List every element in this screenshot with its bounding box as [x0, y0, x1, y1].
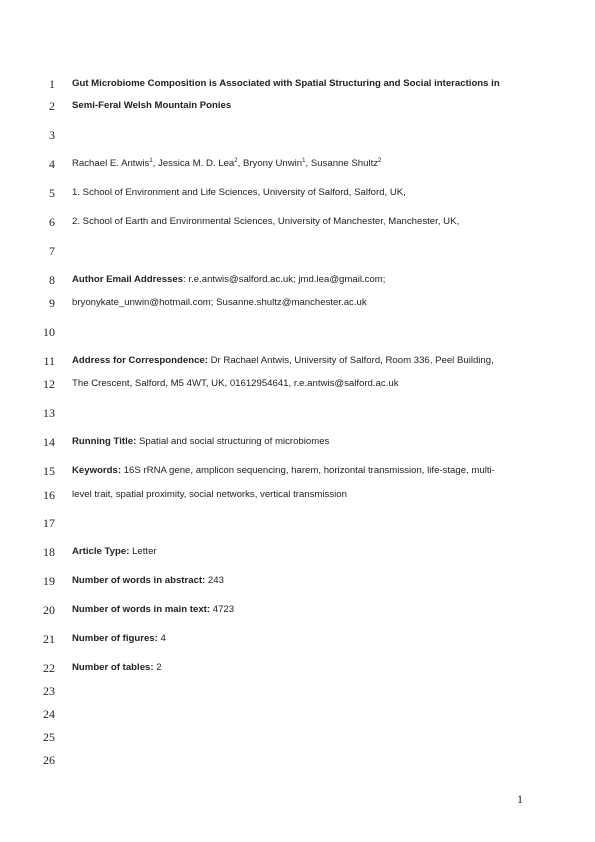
- manuscript-line: [0, 77, 595, 91]
- line-number: 8: [49, 273, 55, 287]
- manuscript-line: [0, 661, 595, 675]
- abstract-word-count: [72, 574, 224, 588]
- manuscript-line: [0, 545, 595, 559]
- affiliation-1: 1. School of Environment and Life Sciences, University of Salford, Salford, UK,: [72, 187, 406, 198]
- email-text: : r.e.antwis@salford.ac.uk; jmd.lea@gmail.com;: [183, 274, 386, 285]
- correspondence-address: [72, 354, 494, 368]
- page-number: 1: [517, 792, 523, 806]
- table-count: [72, 661, 162, 675]
- address-label: Address for Correspondence:: [72, 355, 208, 366]
- article-type-label: Article Type:: [72, 546, 130, 557]
- line-number: 11: [43, 354, 55, 368]
- abstract-words-value: 243: [205, 575, 224, 586]
- manuscript-line: [0, 296, 595, 310]
- line-number: 6: [49, 215, 55, 229]
- manuscript-line: [0, 574, 595, 588]
- author-list: [72, 157, 381, 171]
- line-number: 17: [43, 516, 55, 530]
- address-text-continued: The Crescent, Salford, M5 4WT, UK, 01612954641, r.e.antwis@salford.ac.uk: [72, 378, 399, 389]
- affiliation-2: 2. School of Earth and Environmental Sciences, University of Manchester, Manchester, UK,: [72, 216, 460, 227]
- line-number: 22: [43, 661, 55, 675]
- manuscript-line: [0, 244, 595, 258]
- keywords-text-continued: level trait, spatial proximity, social networks, vertical transmission: [72, 489, 347, 500]
- figures-label: Number of figures:: [72, 633, 158, 644]
- line-number: 21: [43, 632, 55, 646]
- author-name: Rachael E. Antwis: [72, 158, 150, 169]
- author-affiliation-mark: 2: [234, 158, 238, 164]
- line-number: 12: [43, 377, 55, 391]
- line-number: 26: [43, 753, 55, 767]
- line-number: 7: [49, 244, 55, 258]
- email-label: Author Email Addresses: [72, 274, 184, 285]
- keywords: [72, 464, 495, 478]
- manuscript-line: [0, 435, 595, 449]
- line-number: 2: [49, 99, 55, 113]
- author-separator: ,: [237, 158, 243, 169]
- manuscript-line: [0, 516, 595, 530]
- manuscript-line: [0, 753, 595, 767]
- tables-label: Number of tables:: [72, 662, 154, 673]
- paper-title-line-2: Semi-Feral Welsh Mountain Ponies: [72, 100, 232, 111]
- author-separator: ,: [152, 158, 159, 169]
- paper-title-line-1: Gut Microbiome Composition is Associated with Spatial Structuring and Social interactions in: [72, 78, 500, 89]
- line-number: 14: [43, 435, 55, 449]
- manuscript-line: [0, 464, 595, 478]
- line-number: 25: [43, 730, 55, 744]
- running-title-label: Running Title:: [72, 436, 137, 447]
- line-number: 10: [43, 325, 55, 339]
- author-affiliation-mark: 2: [378, 158, 382, 164]
- main-words-label: Number of words in main text:: [72, 604, 211, 615]
- manuscript-line: [0, 730, 595, 744]
- line-number: 23: [43, 684, 55, 698]
- article-type: [72, 545, 157, 559]
- tables-value: 2: [153, 662, 162, 673]
- line-number: 19: [43, 574, 55, 588]
- line-number: 18: [43, 545, 55, 559]
- manuscript-line: [0, 603, 595, 617]
- author-affiliation-mark: 1: [302, 158, 306, 164]
- abstract-words-label: Number of words in abstract:: [72, 575, 206, 586]
- author-separator: ,: [305, 158, 311, 169]
- address-text: Dr Rachael Antwis, University of Salford, Room 336, Peel Building,: [207, 355, 494, 366]
- manuscript-line: [0, 99, 595, 113]
- manuscript-line: [0, 684, 595, 698]
- line-number: 16: [43, 488, 55, 502]
- line-number: 5: [49, 186, 55, 200]
- line-number: 13: [43, 406, 55, 420]
- manuscript-line: [0, 632, 595, 646]
- running-title: [72, 435, 329, 449]
- line-number: 20: [43, 603, 55, 617]
- figure-count: [72, 632, 166, 646]
- email-text-continued: bryonykate_unwin@hotmail.com; Susanne.shultz@manchester.ac.uk: [72, 297, 367, 308]
- line-number: 24: [43, 707, 55, 721]
- line-number: 3: [49, 128, 55, 142]
- keywords-label: Keywords:: [72, 465, 122, 476]
- main-words-value: 4723: [210, 604, 235, 615]
- manuscript-line: [0, 354, 595, 368]
- author-name: Bryony Unwin: [242, 158, 303, 169]
- line-number: 1: [49, 77, 55, 91]
- author-emails: [72, 273, 385, 287]
- author-name: Susanne Shultz: [310, 158, 379, 169]
- manuscript-line: [0, 128, 595, 142]
- manuscript-line: [0, 377, 595, 391]
- line-number: 15: [43, 464, 55, 478]
- manuscript-line: [0, 186, 595, 200]
- author-name: Jessica M. D. Lea: [158, 158, 235, 169]
- manuscript-line: [0, 406, 595, 420]
- main-text-word-count: [72, 603, 234, 617]
- author-affiliation-mark: 1: [149, 158, 153, 164]
- manuscript-line: [0, 488, 595, 502]
- article-type-value: Letter: [129, 546, 157, 557]
- manuscript-line: [0, 157, 595, 171]
- running-title-text: Spatial and social structuring of microbiomes: [136, 436, 330, 447]
- manuscript-line: [0, 707, 595, 721]
- manuscript-line: [0, 273, 595, 287]
- line-number: 9: [49, 296, 55, 310]
- keywords-text: 16S rRNA gene, amplicon sequencing, harem, horizontal transmission, life-stage, multi-: [121, 465, 495, 476]
- manuscript-line: [0, 215, 595, 229]
- line-number: 4: [49, 157, 55, 171]
- manuscript-line: [0, 325, 595, 339]
- figures-value: 4: [157, 633, 166, 644]
